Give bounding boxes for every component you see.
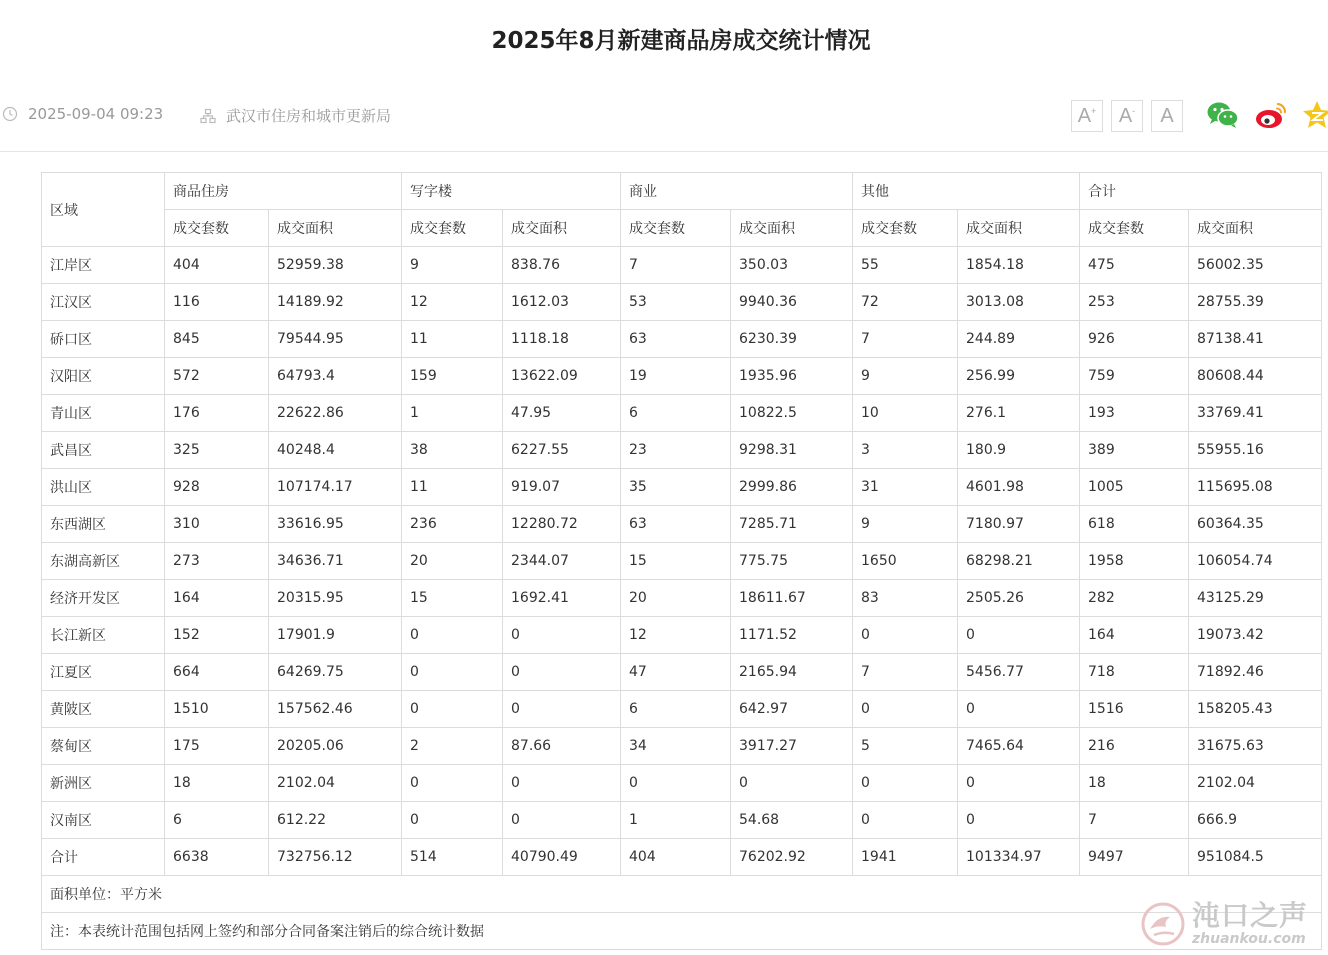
value-cell: 10 <box>853 395 958 432</box>
value-cell: 1005 <box>1080 469 1189 506</box>
publish-date-text: 2025-09-04 09:23 <box>28 105 164 123</box>
value-cell: 71892.46 <box>1189 654 1322 691</box>
table-row <box>42 765 1322 802</box>
value-cell: 13622.09 <box>503 358 621 395</box>
value-cell: 2344.07 <box>503 543 621 580</box>
group-header: 合计 <box>1080 173 1322 210</box>
table-row <box>42 506 1322 543</box>
value-cell: 53 <box>621 284 731 321</box>
value-cell: 9940.36 <box>731 284 853 321</box>
district-cell: 东西湖区 <box>42 506 165 543</box>
value-cell: 0 <box>621 765 731 802</box>
value-cell: 572 <box>165 358 269 395</box>
sub-header: 成交套数 <box>402 210 503 247</box>
value-cell: 28755.39 <box>1189 284 1322 321</box>
value-cell: 40790.49 <box>503 839 621 876</box>
logo-icon <box>1140 901 1186 947</box>
value-cell: 54.68 <box>731 802 853 839</box>
table-row <box>42 284 1322 321</box>
value-cell: 52959.38 <box>269 247 402 284</box>
district-cell: 合计 <box>42 839 165 876</box>
district-cell: 黄陂区 <box>42 691 165 728</box>
sub-header: 成交套数 <box>621 210 731 247</box>
district-cell: 江夏区 <box>42 654 165 691</box>
value-cell: 3 <box>853 432 958 469</box>
value-cell: 9 <box>853 506 958 543</box>
value-cell: 718 <box>1080 654 1189 691</box>
value-cell: 0 <box>402 765 503 802</box>
value-cell: 666.9 <box>1189 802 1322 839</box>
value-cell: 10822.5 <box>731 395 853 432</box>
value-cell: 0 <box>853 765 958 802</box>
value-cell: 1 <box>402 395 503 432</box>
value-cell: 31 <box>853 469 958 506</box>
value-cell: 2102.04 <box>1189 765 1322 802</box>
watermark-cn: 沌口之声 <box>1192 899 1309 932</box>
table-note-row <box>42 913 1322 950</box>
sales-statistics-table <box>41 172 1322 950</box>
value-cell: 256.99 <box>958 358 1080 395</box>
value-cell: 838.76 <box>503 247 621 284</box>
article-source <box>200 105 391 126</box>
value-cell: 919.07 <box>503 469 621 506</box>
value-cell: 1516 <box>1080 691 1189 728</box>
table-row <box>42 728 1322 765</box>
value-cell: 33769.41 <box>1189 395 1322 432</box>
value-cell: 23 <box>621 432 731 469</box>
value-cell: 11 <box>402 469 503 506</box>
value-cell: 2 <box>402 728 503 765</box>
value-cell: 1854.18 <box>958 247 1080 284</box>
value-cell: 34636.71 <box>269 543 402 580</box>
value-cell: 55955.16 <box>1189 432 1322 469</box>
font-increase-button[interactable]: A + <box>1071 100 1103 132</box>
value-cell: 12 <box>621 617 731 654</box>
value-cell: 6638 <box>165 839 269 876</box>
value-cell: 152 <box>165 617 269 654</box>
value-cell: 9 <box>402 247 503 284</box>
wechat-icon[interactable] <box>1206 100 1240 130</box>
value-cell: 1958 <box>1080 543 1189 580</box>
value-cell: 642.97 <box>731 691 853 728</box>
value-cell: 14189.92 <box>269 284 402 321</box>
clock-icon <box>2 106 18 122</box>
group-header: 其他 <box>853 173 1080 210</box>
value-cell: 164 <box>1080 617 1189 654</box>
header-divider <box>0 151 1328 152</box>
value-cell: 38 <box>402 432 503 469</box>
value-cell: 22622.86 <box>269 395 402 432</box>
sub-header: 成交面积 <box>958 210 1080 247</box>
weibo-icon[interactable] <box>1254 100 1290 130</box>
value-cell: 0 <box>503 765 621 802</box>
value-cell: 17901.9 <box>269 617 402 654</box>
value-cell: 180.9 <box>958 432 1080 469</box>
value-cell: 12280.72 <box>503 506 621 543</box>
sub-header: 成交面积 <box>269 210 402 247</box>
value-cell: 404 <box>621 839 731 876</box>
table-row <box>42 395 1322 432</box>
watermark-en: zhuankou.com <box>1192 931 1306 947</box>
value-cell: 404 <box>165 247 269 284</box>
value-cell: 9 <box>853 358 958 395</box>
district-cell: 经济开发区 <box>42 580 165 617</box>
district-cell: 青山区 <box>42 395 165 432</box>
value-cell: 87138.41 <box>1189 321 1322 358</box>
value-cell: 11 <box>402 321 503 358</box>
table-header-row <box>42 173 1322 210</box>
district-cell: 汉阳区 <box>42 358 165 395</box>
group-header: 写字楼 <box>402 173 621 210</box>
value-cell: 664 <box>165 654 269 691</box>
value-cell: 282 <box>1080 580 1189 617</box>
group-header: 商业 <box>621 173 853 210</box>
article-meta <box>0 100 1328 132</box>
value-cell: 0 <box>853 691 958 728</box>
value-cell: 80608.44 <box>1189 358 1322 395</box>
value-cell: 325 <box>165 432 269 469</box>
value-cell: 6 <box>621 395 731 432</box>
table-row <box>42 802 1322 839</box>
value-cell: 20205.06 <box>269 728 402 765</box>
value-cell: 60364.35 <box>1189 506 1322 543</box>
value-cell: 6227.55 <box>503 432 621 469</box>
value-cell: 72 <box>853 284 958 321</box>
value-cell: 244.89 <box>958 321 1080 358</box>
table-total-row <box>42 839 1322 876</box>
value-cell: 732756.12 <box>269 839 402 876</box>
table-row <box>42 580 1322 617</box>
district-cell: 汉南区 <box>42 802 165 839</box>
value-cell: 35 <box>621 469 731 506</box>
value-cell: 0 <box>958 802 1080 839</box>
value-cell: 18 <box>165 765 269 802</box>
value-cell: 175 <box>165 728 269 765</box>
value-cell: 40248.4 <box>269 432 402 469</box>
value-cell: 64793.4 <box>269 358 402 395</box>
value-cell: 3917.27 <box>731 728 853 765</box>
value-cell: 19073.42 <box>1189 617 1322 654</box>
value-cell: 1171.52 <box>731 617 853 654</box>
table-row <box>42 543 1322 580</box>
value-cell: 759 <box>1080 358 1189 395</box>
value-cell: 775.75 <box>731 543 853 580</box>
font-decrease-button[interactable]: A - <box>1111 100 1143 132</box>
sub-header: 成交套数 <box>1080 210 1189 247</box>
value-cell: 101334.97 <box>958 839 1080 876</box>
value-cell: 6 <box>621 691 731 728</box>
table-row <box>42 321 1322 358</box>
value-cell: 1 <box>621 802 731 839</box>
district-cell: 江汉区 <box>42 284 165 321</box>
sub-header: 成交面积 <box>1189 210 1322 247</box>
value-cell: 2999.86 <box>731 469 853 506</box>
value-cell: 164 <box>165 580 269 617</box>
article-source-text: 武汉市住房和城市更新局 <box>226 107 392 125</box>
value-cell: 2165.94 <box>731 654 853 691</box>
value-cell: 5 <box>853 728 958 765</box>
qzone-icon[interactable] <box>1302 100 1328 130</box>
value-cell: 216 <box>1080 728 1189 765</box>
value-cell: 63 <box>621 506 731 543</box>
value-cell: 0 <box>853 617 958 654</box>
value-cell: 68298.21 <box>958 543 1080 580</box>
value-cell: 76202.92 <box>731 839 853 876</box>
value-cell: 1935.96 <box>731 358 853 395</box>
table-note-row <box>42 876 1322 913</box>
value-cell: 55 <box>853 247 958 284</box>
value-cell: 158205.43 <box>1189 691 1322 728</box>
value-cell: 7 <box>1080 802 1189 839</box>
value-cell: 7465.64 <box>958 728 1080 765</box>
value-cell: 0 <box>958 691 1080 728</box>
sub-header: 成交套数 <box>853 210 958 247</box>
value-cell: 3013.08 <box>958 284 1080 321</box>
value-cell: 43125.29 <box>1189 580 1322 617</box>
value-cell: 7 <box>853 321 958 358</box>
group-header: 商品住房 <box>165 173 402 210</box>
table-row <box>42 247 1322 284</box>
scope-note: 注：本表统计范围包括网上签约和部分合同备案注销后的综合统计数据 <box>42 913 1322 950</box>
value-cell: 612.22 <box>269 802 402 839</box>
table-row <box>42 469 1322 506</box>
value-cell: 7285.71 <box>731 506 853 543</box>
value-cell: 273 <box>165 543 269 580</box>
value-cell: 1650 <box>853 543 958 580</box>
value-cell: 33616.95 <box>269 506 402 543</box>
value-cell: 6 <box>165 802 269 839</box>
value-cell: 56002.35 <box>1189 247 1322 284</box>
site-watermark <box>1140 896 1326 952</box>
value-cell: 618 <box>1080 506 1189 543</box>
value-cell: 389 <box>1080 432 1189 469</box>
value-cell: 9298.31 <box>731 432 853 469</box>
district-cell: 硚口区 <box>42 321 165 358</box>
value-cell: 31675.63 <box>1189 728 1322 765</box>
value-cell: 926 <box>1080 321 1189 358</box>
value-cell: 157562.46 <box>269 691 402 728</box>
value-cell: 47.95 <box>503 395 621 432</box>
value-cell: 20 <box>621 580 731 617</box>
district-cell: 东湖高新区 <box>42 543 165 580</box>
value-cell: 0 <box>503 654 621 691</box>
value-cell: 6230.39 <box>731 321 853 358</box>
value-cell: 0 <box>503 617 621 654</box>
value-cell: 5456.77 <box>958 654 1080 691</box>
value-cell: 0 <box>402 654 503 691</box>
value-cell: 0 <box>958 765 1080 802</box>
value-cell: 2505.26 <box>958 580 1080 617</box>
unit-note: 面积单位：平方米 <box>42 876 1322 913</box>
district-cell: 蔡甸区 <box>42 728 165 765</box>
value-cell: 159 <box>402 358 503 395</box>
value-cell: 0 <box>503 802 621 839</box>
value-cell: 34 <box>621 728 731 765</box>
district-cell: 新洲区 <box>42 765 165 802</box>
value-cell: 7 <box>621 247 731 284</box>
value-cell: 845 <box>165 321 269 358</box>
district-cell: 长江新区 <box>42 617 165 654</box>
value-cell: 19 <box>621 358 731 395</box>
value-cell: 9497 <box>1080 839 1189 876</box>
value-cell: 15 <box>402 580 503 617</box>
value-cell: 64269.75 <box>269 654 402 691</box>
value-cell: 18611.67 <box>731 580 853 617</box>
value-cell: 951084.5 <box>1189 839 1322 876</box>
sitemap-icon <box>200 108 216 124</box>
value-cell: 47 <box>621 654 731 691</box>
sub-header: 成交面积 <box>731 210 853 247</box>
value-cell: 176 <box>165 395 269 432</box>
value-cell: 475 <box>1080 247 1189 284</box>
district-cell: 江岸区 <box>42 247 165 284</box>
value-cell: 15 <box>621 543 731 580</box>
value-cell: 1692.41 <box>503 580 621 617</box>
sub-header: 成交面积 <box>503 210 621 247</box>
table-row <box>42 691 1322 728</box>
value-cell: 2102.04 <box>269 765 402 802</box>
value-cell: 1118.18 <box>503 321 621 358</box>
value-cell: 1510 <box>165 691 269 728</box>
district-cell: 洪山区 <box>42 469 165 506</box>
value-cell: 253 <box>1080 284 1189 321</box>
value-cell: 236 <box>402 506 503 543</box>
district-cell: 武昌区 <box>42 432 165 469</box>
table-row <box>42 358 1322 395</box>
value-cell: 514 <box>402 839 503 876</box>
value-cell: 87.66 <box>503 728 621 765</box>
value-cell: 106054.74 <box>1189 543 1322 580</box>
value-cell: 1941 <box>853 839 958 876</box>
value-cell: 0 <box>402 802 503 839</box>
value-cell: 79544.95 <box>269 321 402 358</box>
value-cell: 0 <box>402 617 503 654</box>
value-cell: 350.03 <box>731 247 853 284</box>
value-cell: 63 <box>621 321 731 358</box>
value-cell: 12 <box>402 284 503 321</box>
value-cell: 7180.97 <box>958 506 1080 543</box>
table-row <box>42 432 1322 469</box>
table-subheader-row <box>42 210 1322 247</box>
value-cell: 193 <box>1080 395 1189 432</box>
value-cell: 83 <box>853 580 958 617</box>
value-cell: 0 <box>402 691 503 728</box>
value-cell: 20315.95 <box>269 580 402 617</box>
value-cell: 0 <box>731 765 853 802</box>
value-cell: 115695.08 <box>1189 469 1322 506</box>
value-cell: 7 <box>853 654 958 691</box>
page-title: 2025年8月新建商品房成交统计情况 <box>491 28 871 54</box>
value-cell: 0 <box>853 802 958 839</box>
sub-header: 成交套数 <box>165 210 269 247</box>
value-cell: 18 <box>1080 765 1189 802</box>
value-cell: 0 <box>503 691 621 728</box>
publish-date <box>2 105 163 123</box>
value-cell: 0 <box>958 617 1080 654</box>
font-default-button[interactable]: A <box>1151 100 1183 132</box>
value-cell: 4601.98 <box>958 469 1080 506</box>
table-row <box>42 654 1322 691</box>
value-cell: 107174.17 <box>269 469 402 506</box>
value-cell: 310 <box>165 506 269 543</box>
value-cell: 20 <box>402 543 503 580</box>
value-cell: 116 <box>165 284 269 321</box>
value-cell: 1612.03 <box>503 284 621 321</box>
value-cell: 276.1 <box>958 395 1080 432</box>
table-row <box>42 617 1322 654</box>
district-header: 区域 <box>42 173 165 247</box>
value-cell: 928 <box>165 469 269 506</box>
